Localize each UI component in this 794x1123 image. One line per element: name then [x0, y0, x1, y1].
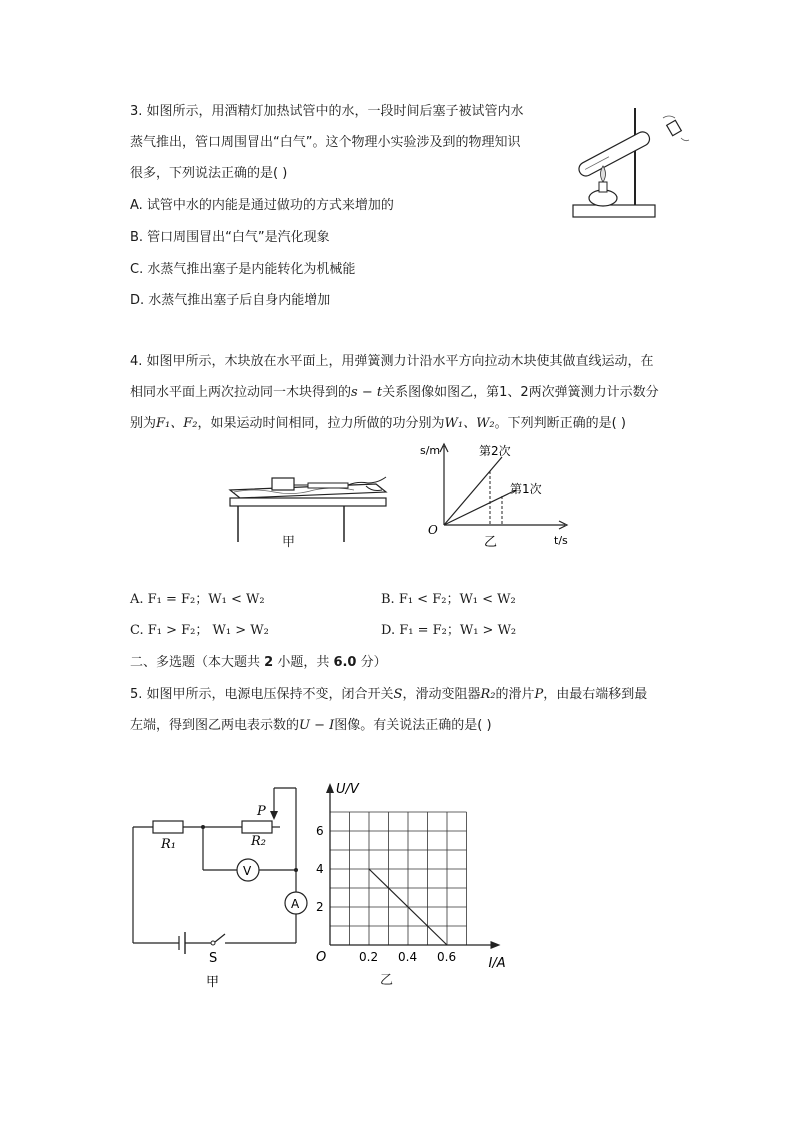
x-tick-label: 0.4 [398, 950, 418, 964]
q5-line-2-text-b: 图像。有关说法正确的是( ) [334, 718, 492, 733]
x-axis-arrow [491, 941, 501, 949]
q4-graph-origin: O [428, 523, 438, 537]
q4-line-1: 4. 如图甲所示，木块放在水平面上，用弹簧测力计沿水平方向拉动木块使其做直线运动，在 [130, 354, 654, 369]
section-heading-text-e: 分） [356, 655, 387, 670]
q4-fig-left-caption: 甲 [282, 535, 296, 550]
q5-line-1 [130, 686, 647, 704]
origin-label: O [316, 950, 327, 965]
y-axis-arrow [326, 783, 334, 793]
q4-line-3-math-1: F₁、F₂ [156, 416, 198, 431]
chart-axes [326, 783, 501, 949]
q5-circuit-switch-label: S [209, 951, 218, 966]
section-heading-score: 6.0 [333, 655, 357, 670]
q5-circuit-figure [125, 780, 310, 995]
q4-line-3-text-c: 。下列判断正确的是( ) [494, 416, 626, 431]
q5-line-2 [130, 717, 492, 735]
q3-option-d[interactable]: D. 水蒸气推出塞子后自身内能增加 [130, 293, 331, 308]
q3-line-3: 很多，下列说法正确的是( ) [130, 166, 288, 181]
q4-graph-ylabel: s/m [420, 444, 441, 457]
q3-option-c[interactable]: C. 水蒸气推出塞子是内能转化为机械能 [130, 262, 356, 277]
q5-line-1-math-p: P [534, 687, 544, 702]
y-axis-label: U/V [336, 782, 359, 797]
section-heading-text-a: 二、多选题（本大题共 [130, 655, 265, 670]
x-tick-label: 0.6 [437, 950, 457, 964]
q4-option-d[interactable]: D. F₁ = F₂；W₁ > W₂ [381, 623, 517, 638]
q5-circuit-p-label: P [257, 804, 266, 819]
q5-chart-caption: 乙 [380, 973, 394, 988]
q3-apparatus-figure [565, 100, 695, 230]
q3-line-1: 3. 如图所示，用酒精灯加热试管中的水，一段时间后塞子被试管内水 [130, 104, 524, 119]
voltmeter-icon: V [243, 864, 252, 878]
y-tick-label: 4 [316, 862, 324, 876]
chart-labels [316, 782, 506, 971]
q5-circuit-caption: 甲 [206, 975, 220, 990]
q4-line-3-math-2: W₁、W₂ [444, 416, 495, 431]
q4-line-3-text-b: ，如果运动时间相同，拉力所做的功分别为 [197, 416, 445, 431]
q5-circuit-r2-label: R₂ [251, 834, 266, 849]
q4-line-2-text-a: 相同水平面上两次拉动同一木块得到的 [130, 385, 352, 400]
q5-circuit-r1-label: R₁ [161, 837, 176, 852]
q5-line-2-math: U − I [299, 718, 335, 733]
q4-graph-xlabel: t/s [554, 534, 568, 547]
x-axis-label: I/A [488, 956, 506, 971]
q3-option-b[interactable]: B. 管口周围冒出“白气”是汽化现象 [130, 230, 330, 245]
q5-line-1-math-r2: R₂ [480, 687, 496, 702]
q4-st-graph [420, 438, 580, 553]
q4-line-3 [130, 415, 626, 433]
q4-option-a[interactable]: A. F₁ = F₂；W₁ < W₂ [130, 592, 265, 607]
q4-option-c[interactable]: C. F₁ > F₂； W₁ > W₂ [130, 623, 269, 638]
chart-grid [330, 812, 467, 945]
section-heading-count: 2 [264, 655, 274, 670]
q4-line-2 [130, 384, 659, 402]
section-2-heading [130, 654, 387, 672]
q5-line-1-math-s: S [393, 687, 403, 702]
q4-line-2-math: s − t [351, 385, 383, 400]
y-tick-label: 2 [316, 900, 324, 914]
q5-line-2-text-a: 左端，得到图乙两电表示数的 [130, 718, 300, 733]
q5-line-1-text-b: ，滑动变阻器 [402, 687, 481, 702]
ammeter-icon: A [291, 897, 300, 911]
q4-graph-line1-label: 第1次 [510, 482, 542, 496]
q4-graph-caption: 乙 [484, 535, 498, 550]
y-tick-label: 6 [316, 824, 324, 838]
q4-option-b[interactable]: B. F₁ < F₂；W₁ < W₂ [381, 592, 516, 607]
q4-line-3-text-a: 别为 [130, 416, 157, 431]
q5-line-1-text-d: ，由最右端移到最 [543, 687, 648, 702]
q3-line-2: 蒸气推出，管口周围冒出“白气”。这个物理小实验涉及到的物理知识 [130, 135, 521, 150]
x-tick-label: 0.2 [359, 950, 379, 964]
section-heading-text-c: 小题，共 [273, 655, 334, 670]
q5-ui-chart [310, 775, 510, 995]
q3-option-a[interactable]: A. 试管中水的内能是通过做功的方式来增加的 [130, 198, 394, 213]
q4-table-figure [226, 470, 391, 545]
q4-graph-line2-label: 第2次 [479, 444, 511, 458]
q5-line-1-text-c: 的滑片 [495, 687, 535, 702]
q5-line-1-text-a: 5. 如图甲所示，电源电压保持不变，闭合开关 [130, 687, 394, 702]
q4-line-2-text-b: 关系图像如图乙，第1、2两次弹簧测力计示数分 [382, 385, 659, 400]
